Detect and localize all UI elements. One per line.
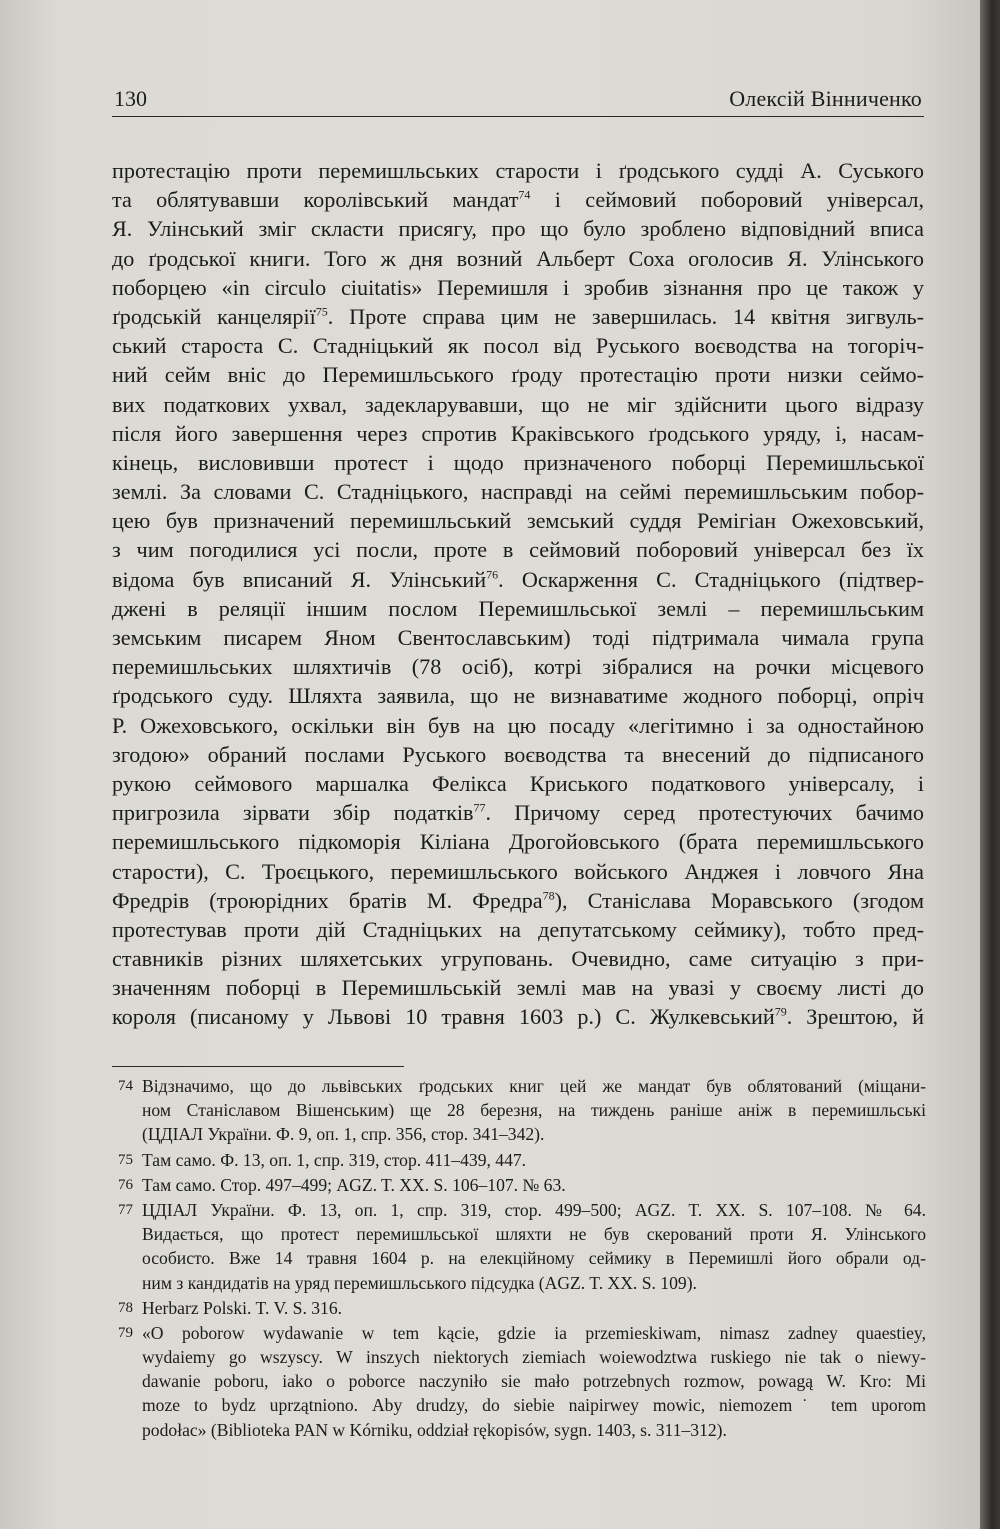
text-line: ставників різних шляхетських угруповань. Очевидно, саме ситуацію з при- — [112, 946, 924, 972]
footnote-line: особисто. Вже 14 травня 1604 р. на елекційному сеймику в Перемишлі його обрали од- — [142, 1248, 926, 1269]
text-line: Фредрів (троюрідних братів М. Фредра$^{78}$), Станіслава Моравського (згодом — [112, 887, 924, 913]
footnote-line: wydaiemy go wszyscy. W inszych niektorych ziemiach woiewodztwa ruskiego nie tak o niewy- — [142, 1347, 926, 1368]
footnote-number: 75 — [118, 1151, 133, 1168]
footnote-ref: 74 — [518, 187, 531, 202]
text-line: значенням поборці в Перемишльській землі мав на увазі у своєму листі до — [112, 975, 924, 1001]
text-line: після його завершення через спротив Краківського ґродського уряду, і, насам- — [112, 420, 924, 446]
footnote-ref: 76 — [486, 567, 499, 582]
running-author: Олексій Вінниченко — [729, 86, 922, 111]
text-line: з чим погодилися усі посли, проте в сеймовий поборовий універсал без їх — [112, 537, 924, 563]
footnote-ref: 75 — [315, 304, 328, 319]
footnote — [112, 1173, 926, 1197]
text-line: поборцею «in circulo ciuitatis» Перемишля і зробив зізнання про це також у — [112, 274, 924, 300]
text-line: короля (писаному у Львові 10 травня 1603 р.) С. Жулкевський$^{79}$. Зрештою, й — [112, 1004, 924, 1030]
text-line: пригрозила зірвати збір податків$^{77}$. Причому серед протестуючих бачимо — [112, 800, 924, 826]
footnotes — [112, 1074, 926, 1443]
footnote — [112, 1321, 926, 1442]
footnote-number: 74 — [118, 1078, 133, 1094]
text-line: Р. Ожеховського, оскільки він був на цю посаду «легітимно і за одностайною — [112, 712, 924, 738]
footnote-number: 77 — [118, 1201, 133, 1218]
text-line: джені в реляції іншим послом Перемишльської землі – перемишльським — [112, 595, 924, 621]
footnote-line: Відзначимо, що до львівських ґродських книг цей же мандат був облятований (міщани- — [142, 1076, 926, 1096]
footnote — [112, 1296, 926, 1320]
footnote-line: ном Станіславом Вішенським) ще 28 березня, на тиждень раніше аніж в перемишльські — [142, 1100, 926, 1121]
footnote-separator — [112, 1066, 404, 1067]
text-line: протестацію проти перемишльських старости і ґродського судді А. Суського — [112, 158, 924, 183]
footnote — [112, 1148, 926, 1172]
text-line: протестував проти дій Стадніцьких на депутатському сеймику), тобто пред- — [112, 916, 924, 942]
footnote-line: ЦДІАЛ України. Ф. 13, оп. 1, спр. 319, стор. 499–500; AGZ. T. XX. S. 107–108. № 64. — [142, 1199, 926, 1220]
footnote-line: dawanie poboru, iako o poborce naczyniło sie mało potrzebnych rozmow, powagą W. Kro: Mi — [142, 1371, 926, 1392]
text-line: кінець, висловивши протест і щодо призначеного поборці Перемишльської — [112, 449, 924, 475]
footnote — [112, 1198, 926, 1295]
text-line: земським писарем Яном Свентославським) тоді підтримала чимала група — [112, 625, 924, 650]
footnote-ref: 77 — [473, 800, 486, 815]
footnote-line: «O poborow wydawanie w tem kącie, gdzie ia przemieskiwam, nimasz zadney quaestiey, — [142, 1322, 926, 1343]
footnote-number: 76 — [118, 1176, 133, 1193]
footnote-line: Там само. Стор. 497–499; AGZ. T. XX. S. 106–107. № 63. — [142, 1174, 566, 1195]
footnote-ref: 78 — [542, 888, 555, 903]
footnote-line: podołac» (Biblioteka PAN w Kórniku, oddział rękopisów, sygn. 1403, s. 311–312). — [142, 1419, 727, 1440]
text-line: до ґродської книги. Того ж дня возний Альберт Соха оголосив Я. Улінського — [112, 245, 924, 271]
footnote-line: moze to bydz uprzątnionо. Aby drudzy, do siebie naipirwey mowic, niemozem˙ tem uporom — [142, 1395, 926, 1416]
text-line: Я. Улінський зміг скласти присягу, про що було зроблено відповідний вписа — [112, 216, 924, 242]
text-line: вих податкових ухвал, задекларувавши, що не міг здійснити цього відразу — [112, 391, 924, 417]
book-gutter-shadow — [980, 0, 1000, 1529]
text-line: ний сейм вніс до Перемишльського ґроду протестацію проти низки сеймо- — [112, 362, 924, 388]
footnote-line: (ЦДІАЛ України. Ф. 9, оп. 1, спр. 356, стор. 341–342). — [142, 1124, 545, 1145]
footnote-number: 79 — [118, 1324, 133, 1341]
text-line: ський староста С. Стадніцький як посол від Руського воєводства на тогоріч- — [112, 333, 924, 359]
text-line: рукою сеймового маршалка Фелікса Криського податкового універсалу, і — [112, 770, 924, 796]
text-line: згодою» обраний послами Руського воєводства та внесений до підписаного — [112, 741, 924, 767]
running-header — [112, 82, 924, 117]
footnote-number: 78 — [118, 1299, 133, 1316]
text-line: старости), С. Троєцького, перемишльського войського Анджея і ловчого Яна — [112, 858, 924, 884]
text-line: землі. За словами С. Стадніцького, насправді на сеймі перемишльським побор- — [112, 479, 924, 505]
text-line: перемишльського підкоморія Кіліана Дрогойовського (брата перемишльського — [112, 829, 924, 855]
footnote-line: Там само. Ф. 13, оп. 1, спр. 319, стор. 411–439, 447. — [142, 1149, 527, 1170]
text-line: та облятувавши королівський мандат$^{74}$ і сеймовий поборовий універсал, — [112, 187, 924, 213]
footnote-line: Herbarz Polski. T. V. S. 316. — [142, 1297, 343, 1318]
text-line: перемишльських шляхтичів (78 осіб), котрі зібралися на рочки місцевого — [112, 654, 924, 680]
footnote-line: Видається, що протест перемишльської шляхти не був скерований проти Я. Улінського — [142, 1224, 926, 1245]
footnote — [112, 1074, 926, 1147]
footnote-ref: 79 — [774, 1005, 787, 1020]
text-line: відома був вписаний Я. Улінський$^{76}$. Оскарження С. Стадніцького (підтвер- — [112, 566, 924, 592]
text-line: ґродській канцелярії$^{75}$. Проте справа цим не завершилась. 14 квітня зигвуль- — [112, 303, 924, 329]
text-line: цею був призначений перемишльський земський суддя Ремігіан Ожеховський, — [112, 508, 924, 534]
main-text — [112, 156, 924, 1032]
footnote-line: ним з кандидатів на уряд перемишльського підсудка (AGZ. T. XX. S. 109). — [142, 1272, 697, 1293]
page-number: 130 — [114, 86, 147, 111]
text-line: ґродського суду. Шляхта заявила, що не визнаватиме жодного поборці, опріч — [112, 683, 924, 709]
